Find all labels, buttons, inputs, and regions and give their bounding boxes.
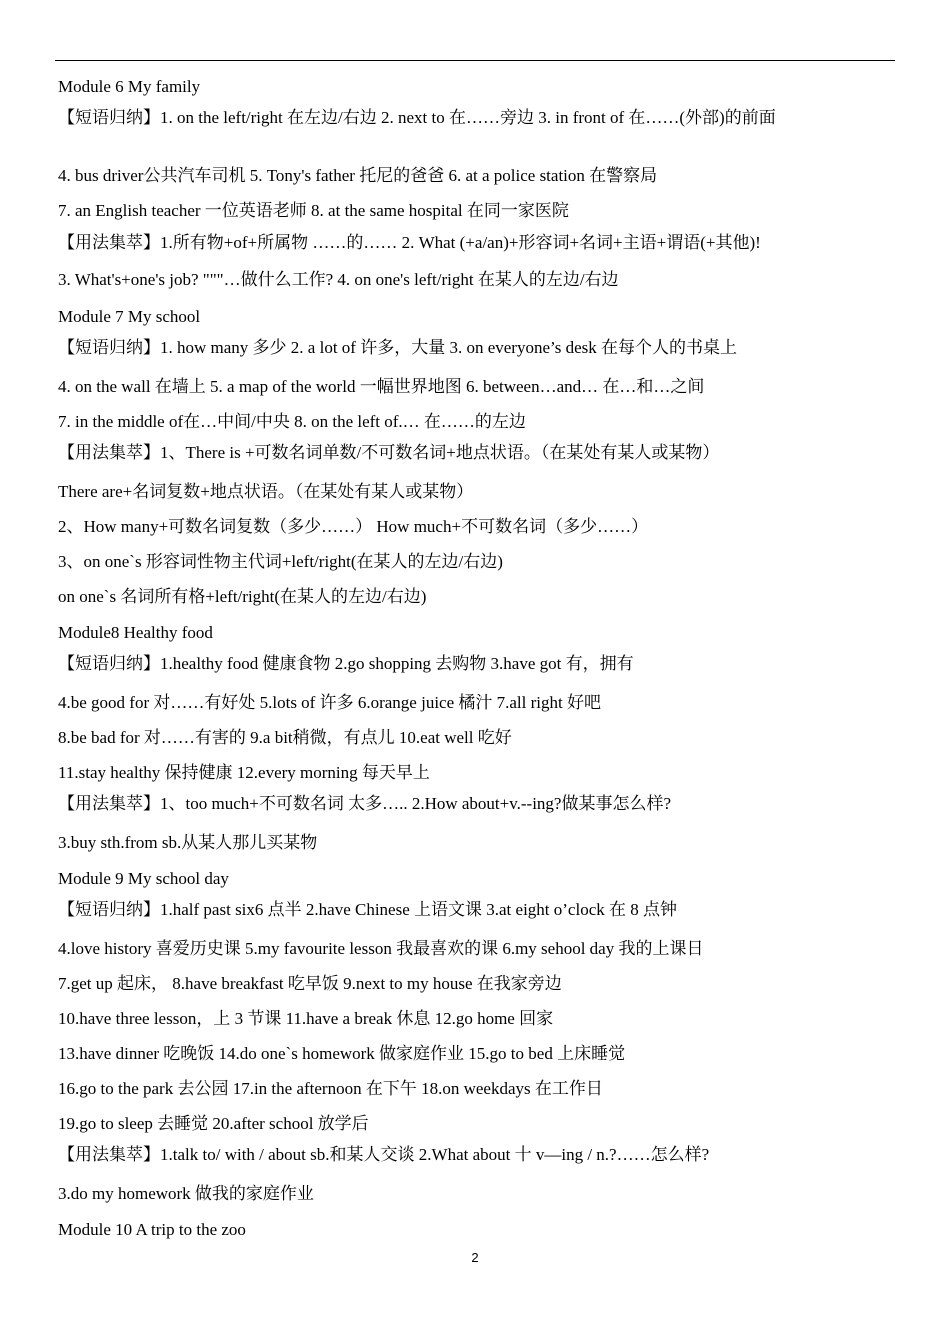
module-8-heading: Module8 Healthy food <box>58 623 213 642</box>
text-line: 【短语归纳】1. on the left/right 在左边/右边 2. next to 在……旁边 3. in front of 在……(外部)的前面 <box>58 108 776 127</box>
text-line: 11.stay healthy 保持健康 12.every morning 每天早上 <box>58 763 430 782</box>
text-line: 4. on the wall 在墙上 5. a map of the world 一幅世界地图 6. between…and… 在…和…之间 <box>58 377 705 396</box>
text-line: 2、How many+可数名词复数（多少……） How much+不可数名词（多少……） <box>58 517 649 536</box>
text-line: 【用法集萃】1、There is +可数名词单数/不可数名词+地点状语。（在某处有某人或某物） <box>58 443 720 462</box>
text-line: 【用法集萃】1、too much+不可数名词 太多….. 2.How about+v.--ing?做某事怎么样? <box>58 794 672 813</box>
module-6-heading: Module 6 My family <box>58 77 201 96</box>
text-line: 16.go to the park 去公园 17.in the afternoon 在下午 18.on weekdays 在工作日 <box>58 1079 603 1098</box>
text-line: 10.have three lesson，上 3 节课 11.have a break 休息 12.go home 回家 <box>58 1009 554 1028</box>
text-line: on one`s 名词所有格+left/right(在某人的左边/右边) <box>58 587 427 606</box>
text-line: 7.get up 起床， 8.have breakfast 吃早饭 9.next to my house 在我家旁边 <box>58 974 562 993</box>
header-rule <box>55 60 895 61</box>
text-line: 19.go to sleep 去睡觉 20.after school 放学后 <box>58 1114 369 1133</box>
text-line: 13.have dinner 吃晚饭 14.do one`s homework 做家庭作业 15.go to bed 上床睡觉 <box>58 1044 626 1063</box>
text-line: 【用法集萃】1.所有物+of+所属物 ……的…… 2. What (+a/an)+形容词+名词+主语+谓语(+其他)! <box>58 233 761 252</box>
text-line: 【用法集萃】1.talk to/ with / about sb.和某人交谈 2.What about 十 v—ing / n.?……怎么样? <box>58 1145 710 1164</box>
text-line: 7. in the middle of在…中间/中央 8. on the left of.… 在……的左边 <box>58 412 526 431</box>
text-line: 3.buy sth.from sb.从某人那儿买某物 <box>58 833 318 852</box>
module-7-heading: Module 7 My school <box>58 307 201 326</box>
text-line: 3. What's+one's job? """…做什么工作? 4. on one's left/right 在某人的左边/右边 <box>58 270 619 289</box>
module-9-heading: Module 9 My school day <box>58 869 229 888</box>
page-number: 2 <box>471 1250 479 1265</box>
module-10-heading: Module 10 A trip to the zoo <box>58 1220 246 1239</box>
text-line: 【短语归纳】1.healthy food 健康食物 2.go shopping 去购物 3.have got 有，拥有 <box>58 654 634 673</box>
text-line: 【短语归纳】1. how many 多少 2. a lot of 许多，大量 3. on everyone’s desk 在每个人的书桌上 <box>58 338 737 357</box>
text-line: 8.be bad for 对……有害的 9.a bit稍微，有点儿 10.eat well 吃好 <box>58 728 512 747</box>
text-line: 7. an English teacher 一位英语老师 8. at the same hospital 在同一家医院 <box>58 201 569 220</box>
text-line: 4. bus driver公共汽车司机 5. Tony's father 托尼的爸爸 6. at a police station 在警察局 <box>58 166 658 185</box>
text-line: There are+名词复数+地点状语。（在某处有某人或某物） <box>58 482 474 501</box>
text-line: 3、on one`s 形容词性物主代词+left/right(在某人的左边/右边) <box>58 552 503 571</box>
text-line: 3.do my homework 做我的家庭作业 <box>58 1184 314 1203</box>
text-line: 4.be good for 对……有好处 5.lots of 许多 6.orange juice 橘汁 7.all right 好吧 <box>58 693 601 712</box>
text-line: 【短语归纳】1.half past six6 点半 2.have Chinese 上语文课 3.at eight o’clock 在 8 点钟 <box>58 900 677 919</box>
text-line: 4.love history 喜爱历史课 5.my favourite lesson 我最喜欢的课 6.my sehool day 我的上课日 <box>58 939 704 958</box>
